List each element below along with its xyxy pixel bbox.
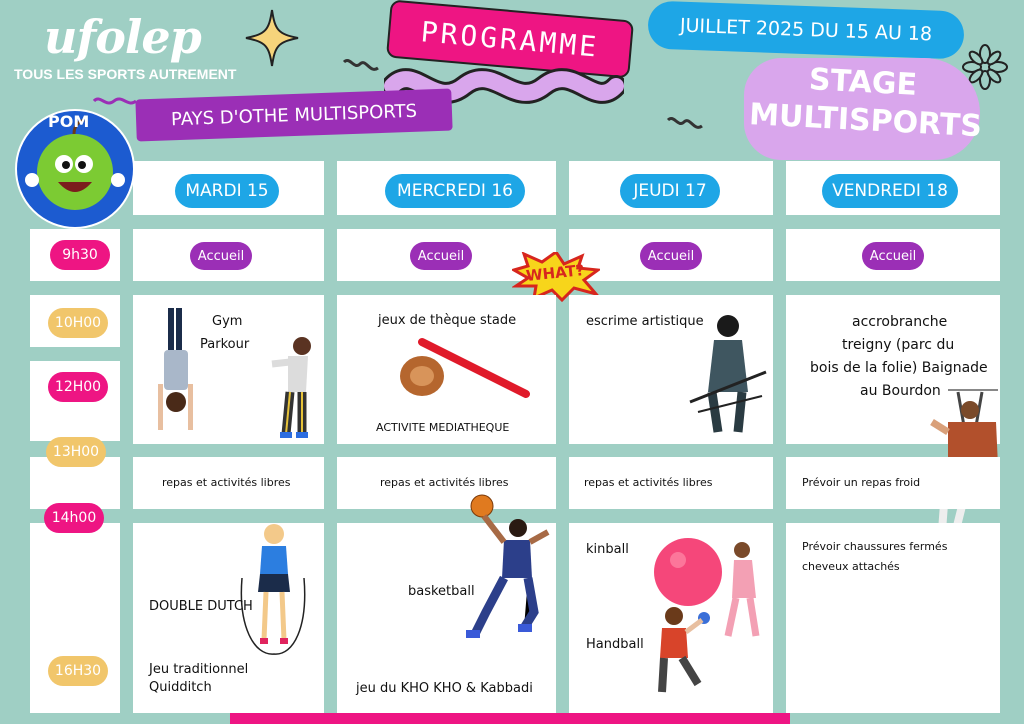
activity-escrime: escrime artistique (586, 314, 704, 329)
activity-bourdon: au Bourdon (860, 383, 941, 399)
lunch-tuesday: repas et activités libres (162, 476, 291, 489)
activity-gym: Gym (212, 314, 243, 329)
dates-banner (647, 1, 964, 60)
accueil-badge: Accueil (190, 242, 252, 270)
club-name: PAYS D'OTHE MULTISPORTS (170, 100, 418, 130)
baseball-illustration (398, 336, 532, 402)
sparkle-icon (244, 8, 300, 68)
activity-mediatheque: ACTIVITE MEDIATHEQUE (376, 421, 510, 434)
jump-rope-illustration (234, 516, 312, 656)
club-banner (135, 88, 452, 141)
activity-bois-folie: bois de la folie) Baignade (810, 360, 988, 376)
logo-text: ufolep (44, 10, 201, 64)
gymnast-illustration (152, 304, 198, 440)
basketball-illustration (454, 492, 558, 652)
day-tuesday: MARDI 15 (175, 174, 279, 208)
programme-title: PROGRAMME (419, 14, 601, 64)
time-0930: 9h30 (50, 240, 110, 270)
accueil-badge: Accueil (640, 242, 702, 270)
accueil-badge: Accueil (862, 242, 924, 270)
activity-quidditch: Quidditch (149, 680, 212, 695)
stage-title: STAGE MULTISPORTS (748, 62, 983, 145)
samurai-illustration (688, 312, 768, 438)
activity-double-dutch: DOUBLE DUTCH (149, 599, 253, 614)
time-1000: 10H00 (48, 308, 108, 338)
activity-treigny: treigny (parc du (842, 337, 955, 353)
pom-title: POM (48, 112, 90, 131)
note-cheveux: cheveux attachés (802, 560, 900, 573)
time-1300: 13H00 (46, 437, 106, 467)
time-1200: 12H00 (48, 372, 108, 402)
day-friday: VENDREDI 18 (822, 174, 958, 208)
squiggle-icon (92, 94, 138, 108)
lunch-thursday: repas et activités libres (584, 476, 713, 489)
lunch-friday: Prévoir un repas froid (802, 476, 921, 489)
comic-text: WHAT? (525, 260, 586, 286)
tagline: TOUS LES SPORTS AUTREMENT (14, 66, 237, 82)
day-wednesday: MERCREDI 16 (385, 174, 525, 208)
activity-kinball: kinball (586, 542, 629, 557)
ufolep-logo (44, 10, 214, 64)
accueil-badge: Accueil (410, 242, 472, 270)
squiggle-icon (664, 112, 706, 140)
activity-parkour: Parkour (200, 337, 250, 352)
note-chaussures: Prévoir chaussures fermés (802, 540, 948, 553)
parkour-illustration (262, 334, 320, 442)
squiggle-icon (340, 54, 382, 82)
activity-handball: Handball (586, 637, 644, 652)
bottom-bar (230, 713, 790, 724)
time-1630: 16H30 (48, 656, 108, 686)
activity-jeu-traditionnel: Jeu traditionnel (149, 662, 249, 677)
time-1400: 14h00 (44, 503, 104, 533)
activity-basketball: basketball (408, 584, 475, 599)
activity-theque: jeux de thèque stade (378, 313, 517, 328)
dates-text: JUILLET 2025 DU 15 AU 18 (679, 14, 933, 46)
activity-kho-kho: jeu du KHO KHO & Kabbadi (356, 681, 533, 696)
day-thursday: JEUDI 17 (620, 174, 720, 208)
lunch-wednesday: repas et activités libres (380, 476, 509, 489)
handball-illustration (646, 602, 722, 702)
activity-accrobranche: accrobranche (852, 314, 948, 330)
